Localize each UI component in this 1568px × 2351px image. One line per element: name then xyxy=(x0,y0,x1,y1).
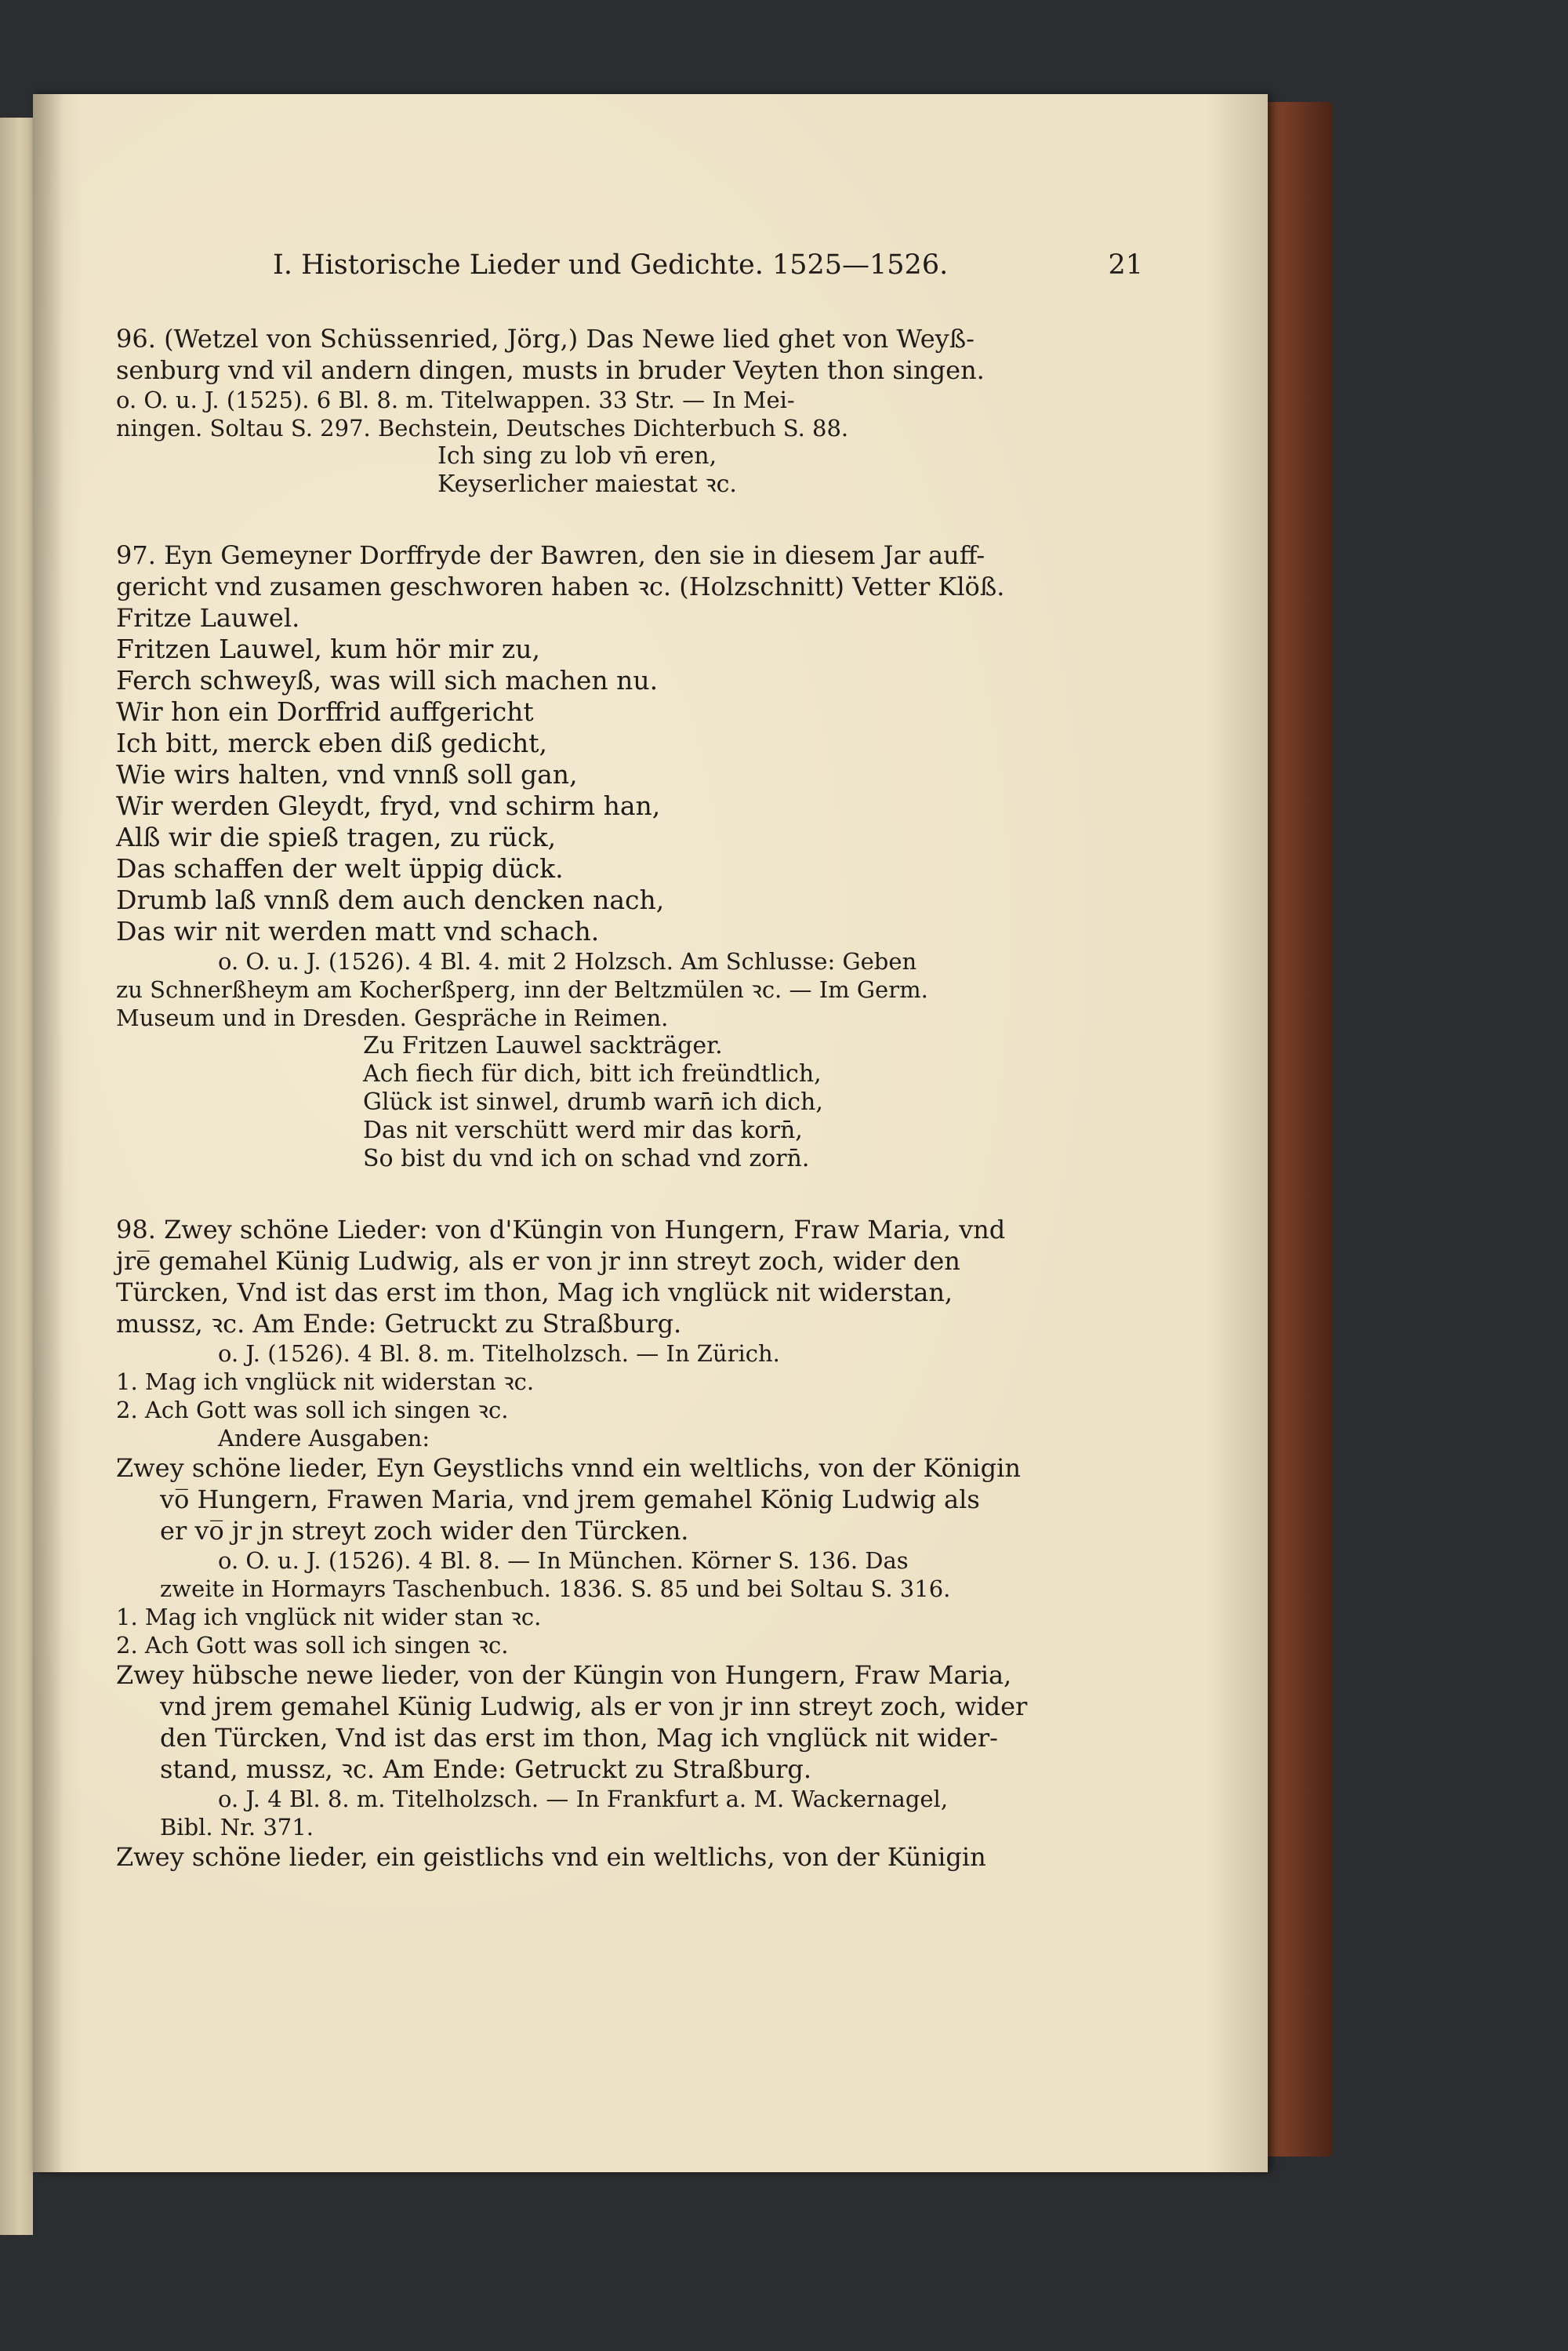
other-editions-label: Andere Ausgaben: xyxy=(218,1425,430,1452)
numbered-item: 2. Ach Gott was soll ich singen ꝛc. xyxy=(116,1632,509,1659)
entry-line: jre̅ gemahel Künig Ludwig, als er von jr inn streyt zoch, wider den xyxy=(116,1246,960,1276)
verse-line: Wir werden Gleydt, fryd, vnd schirm han, xyxy=(116,790,661,821)
numbered-item: 1. Mag ich vnglück nit wider stan ꝛc. xyxy=(116,1604,542,1630)
verse-line: Glück ist sinwel, drumb warn̄ ich dich, xyxy=(363,1088,823,1116)
verse-line: Wie wirs halten, vnd vnnß soll gan, xyxy=(116,759,578,790)
entry-note: o. J. (1526). 4 Bl. 8. m. Titelholzsch. — In Zürich. xyxy=(218,1340,780,1367)
numbered-item: 2. Ach Gott was soll ich singen ꝛc. xyxy=(116,1397,509,1423)
entry-96 xyxy=(116,323,1143,499)
edition-line: er vo̅ jr jn streyt zoch wider den Türcken. xyxy=(160,1516,689,1546)
edition-note: o. O. u. J. (1526). 4 Bl. 8. — In München. Körner S. 136. Das xyxy=(218,1547,909,1574)
verse-line: Keyserlicher maiestat ꝛc. xyxy=(437,471,737,498)
verse-line: Wir hon ein Dorffrid auffgericht xyxy=(116,696,534,727)
entry-line: gericht vnd zusamen geschworen haben ꝛc. (Holzschnitt) Vetter Klöß. xyxy=(116,572,1005,601)
edition-line: vnd jrem gemahel Künig Ludwig, als er von jr inn streyt zoch, wider xyxy=(160,1691,1028,1721)
verse-line: Zu Fritzen Lauwel sackträger. xyxy=(363,1032,723,1059)
edition-line: den Türcken, Vnd ist das erst im thon, Mag ich vnglück nit wider- xyxy=(160,1723,998,1753)
verse-line: Ferch schweyß, was will sich machen nu. xyxy=(116,665,659,696)
gutter-shadow xyxy=(33,94,64,2172)
edition-line: vo̅ Hungern, Frawen Maria, vnd jrem gemahel König Ludwig als xyxy=(160,1484,980,1514)
verse-line: Das nit verschütt werd mir das korn̄, xyxy=(363,1117,803,1144)
verse-line: Fritzen Lauwel, kum hör mir zu, xyxy=(116,634,540,664)
verse-line: Ich sing zu lob vn̄ eren, xyxy=(437,442,717,470)
entry-line: 96. (Wetzel von Schüssenried, Jörg,) Das Newe lied ghet von Weyß- xyxy=(116,324,975,354)
page-number: 21 xyxy=(1108,249,1143,281)
edition-line: Zwey hübsche newe lieder, von der Küngin von Hungern, Fraw Maria, xyxy=(116,1660,1012,1690)
edition-line: stand, mussz, ꝛc. Am Ende: Getruckt zu Straßburg. xyxy=(160,1754,812,1784)
edition-note: Bibl. Nr. 371. xyxy=(160,1814,314,1840)
verse-line: Ach fiech für dich, bitt ich freündtlich, xyxy=(363,1060,822,1088)
verse-line: Ich bitt, merck eben diß gedicht, xyxy=(116,728,547,758)
entry-note: o. O. u. J. (1526). 4 Bl. 4. mit 2 Holzsch. Am Schlusse: Geben xyxy=(218,948,917,975)
entry-98 xyxy=(116,1214,1143,1873)
edition xyxy=(116,1452,1143,1659)
page-text xyxy=(116,235,1143,1873)
entry-line: Türcken, Vnd ist das erst im thon, Mag ich vnglück nit widerstan, xyxy=(116,1277,953,1307)
entry-97 xyxy=(116,540,1143,1173)
entry-note: Museum und in Dresden. Gespräche in Reimen. xyxy=(116,1005,669,1031)
entry-line: Fritze Lauwel. xyxy=(116,603,300,633)
edition-line: Zwey schöne lieder, Eyn Geystlichs vnnd ein weltlichs, von der Königin xyxy=(116,1453,1021,1483)
edition-note: zweite in Hormayrs Taschenbuch. 1836. S. 85 und bei Soltau S. 316. xyxy=(160,1575,951,1602)
verse-line: Alß wir die spieß tragen, zu rück, xyxy=(116,822,557,852)
entry-line: 97. Eyn Gemeyner Dorffryde der Bawren, den sie in diesem Jar auff- xyxy=(116,540,985,570)
edition xyxy=(116,1841,1143,1873)
entry-line: 98. Zwey schöne Lieder: von d'Küngin von Hungern, Fraw Maria, vnd xyxy=(116,1215,1006,1245)
entry-line: mussz, ꝛc. Am Ende: Getruckt zu Straßburg. xyxy=(116,1309,682,1339)
edition-line: Zwey schöne lieder, ein geistlichs vnd ein weltlichs, von der Künigin xyxy=(116,1842,986,1872)
entry-line: senburg vnd vil andern dingen, musts in bruder Veyten thon singen. xyxy=(116,355,985,385)
edition xyxy=(116,1659,1143,1841)
edition-note: o. J. 4 Bl. 8. m. Titelholzsch. — In Frankfurt a. M. Wackernagel, xyxy=(218,1786,949,1812)
verse-line: Das wir nit werden matt vnd schach. xyxy=(116,916,600,947)
entry-note: ningen. Soltau S. 297. Bechstein, Deutsches Dichterbuch S. 88. xyxy=(116,415,849,441)
entry-note: o. O. u. J. (1525). 6 Bl. 8. m. Titelwappen. 33 Str. — In Mei- xyxy=(116,387,795,413)
verse-line: Das schaffen der welt üppig dück. xyxy=(116,853,564,884)
verse-line: Drumb laß vnnß dem auch dencken nach, xyxy=(116,885,665,915)
verse-line: So bist du vnd ich on schad vnd zorn̄. xyxy=(363,1145,810,1172)
entry-note: zu Schnerßheym am Kocherßperg, inn der Beltzmülen ꝛc. — Im Germ. xyxy=(116,976,928,1003)
numbered-item: 1. Mag ich vnglück nit widerstan ꝛc. xyxy=(116,1368,535,1395)
running-title: I. Historische Lieder und Gedichte. 1525—1526. xyxy=(273,249,949,281)
left-page-edge xyxy=(0,118,33,2235)
